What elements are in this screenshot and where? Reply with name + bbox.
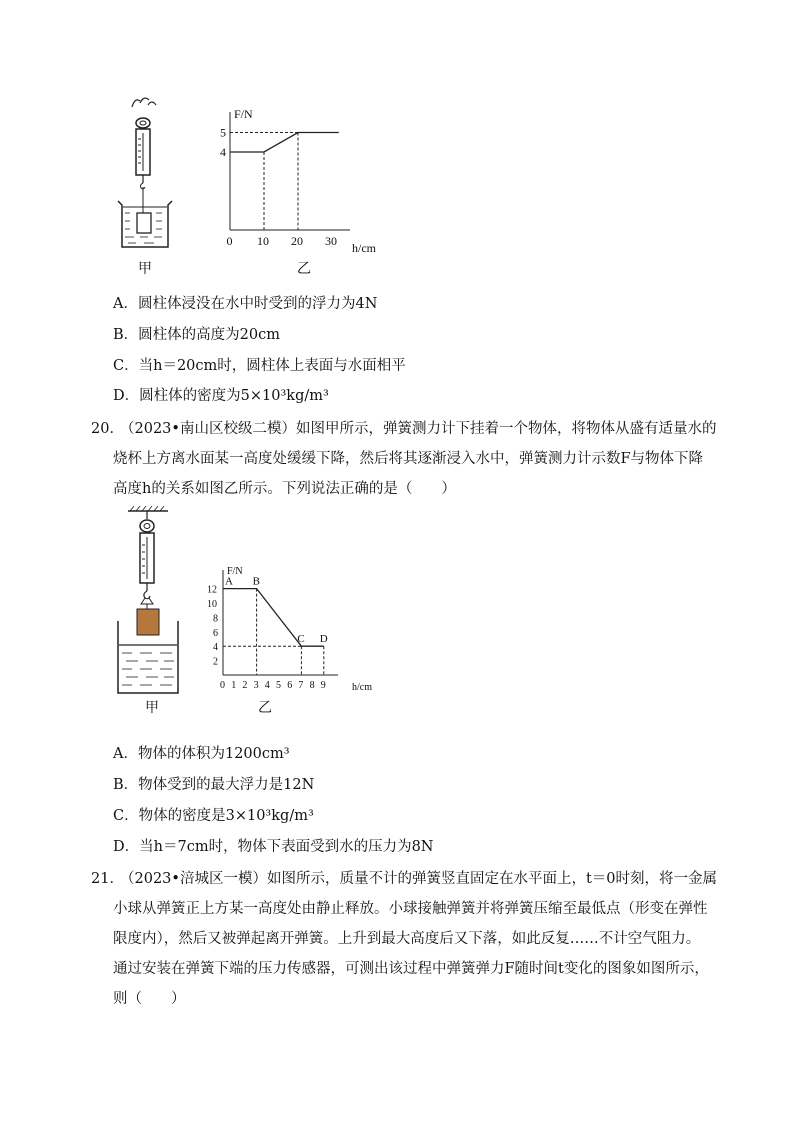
series-line <box>223 589 324 647</box>
q21-line-5: 则（ ） <box>113 991 186 1007</box>
x-tick-label: 9 <box>320 680 326 691</box>
q19-option-b: B．圆柱体的高度为20cm <box>113 327 280 343</box>
y-tick-label: 8 <box>213 613 218 625</box>
figure1-label-a: 甲 <box>138 261 152 277</box>
x-tick-label: 3 <box>253 680 259 691</box>
q19-option-c: C．当h＝20cm时，圆柱体上表面与水面相平 <box>113 358 406 374</box>
figure2-label-b: 乙 <box>258 700 272 716</box>
series-line <box>230 133 339 153</box>
x-tick-label: 2 <box>242 680 248 691</box>
figure1-label-b: 乙 <box>297 261 311 277</box>
y-tick-label: 4 <box>213 642 218 654</box>
x-tick-label: 6 <box>287 680 293 691</box>
y-tick-label: 4 <box>220 145 226 159</box>
x-tick-label: 4 <box>264 680 270 691</box>
q20-line-2: 烧杯上方离水面某一高度处缓缓下降，然后将其逐渐浸入水中，弹簧测力计示数F与物体下降 <box>113 451 704 467</box>
x-tick-label: 1 <box>231 680 237 691</box>
point-label: A <box>225 575 233 588</box>
y-tick-label: 12 <box>207 584 217 596</box>
q20-option-a: A．物体的体积为1200cm³ <box>113 746 290 762</box>
q20-line-3: 高度h的关系如图乙所示。下列说法正确的是（ ） <box>113 481 456 497</box>
x-tick-label: 0 <box>226 234 233 248</box>
y-tick-label: 6 <box>213 627 218 639</box>
q21-line-2: 小球从弹簧正上方某一高度处由静止释放。小球接触弹簧并将弹簧压缩至最低点（形变在弹性 <box>113 901 708 917</box>
figure2-label-a: 甲 <box>145 700 159 716</box>
x-tick-label: 20 <box>291 234 303 248</box>
point-label: D <box>319 633 328 646</box>
y-tick-label: 10 <box>207 599 217 610</box>
q20-option-c: C．物体的密度是3×10³kg/m³ <box>113 808 314 824</box>
point-label: C <box>297 633 305 646</box>
q20-option-b: B．物体受到的最大浮力是12N <box>113 777 315 793</box>
q20-line-1: （2023•南山区校级二模）如图甲所示，弹簧测力计下挂着一个物体，将物体从盛有适量水的 <box>120 421 717 437</box>
x-tick-label: 8 <box>309 680 315 691</box>
q20-stem <box>113 414 720 504</box>
figure1-chart <box>205 102 395 262</box>
q19-option-a: A．圆柱体浸没在水中时受到的浮力为4N <box>113 296 378 312</box>
q20-option-d: D．当h＝7cm时，物体下表面受到水的压力为8N <box>113 839 434 855</box>
y-tick-label: 2 <box>213 656 218 668</box>
x-axis-label: h/cm <box>352 241 376 255</box>
q21-line-1: （2023•涪城区一模）如图所示，质量不计的弹簧竖直固定在水平面上，t＝0时刻，将一金属 <box>120 871 718 887</box>
q20-number: 20． <box>91 421 124 437</box>
figure1-apparatus <box>110 95 180 255</box>
x-tick-label: 10 <box>257 234 269 248</box>
figure2-chart <box>198 560 398 700</box>
y-axis-label: F/N <box>227 566 243 577</box>
y-tick-label: 5 <box>220 125 226 140</box>
q21-stem <box>113 864 720 1014</box>
x-axis-label: h/cm <box>352 682 372 693</box>
q21-number: 21． <box>91 871 124 887</box>
x-tick-label: 0 <box>220 680 225 691</box>
x-tick-label: 30 <box>325 234 337 248</box>
point-label: B <box>252 575 260 588</box>
q21-line-3: 限度内），然后又被弹起离开弹簧。上升到最大高度后又下落，如此反复……不计空气阻力。 <box>113 931 701 947</box>
x-tick-label: 5 <box>276 680 281 691</box>
q21-line-4: 通过安装在弹簧下端的压力传感器，可测出该过程中弹簧弹力F随时间t变化的图象如图所示， <box>113 961 709 977</box>
q19-option-d: D．圆柱体的密度为5×10³kg/m³ <box>113 388 329 404</box>
x-tick-label: 7 <box>298 680 304 691</box>
y-axis-label: F/N <box>234 107 253 121</box>
figure2-apparatus <box>112 505 187 700</box>
